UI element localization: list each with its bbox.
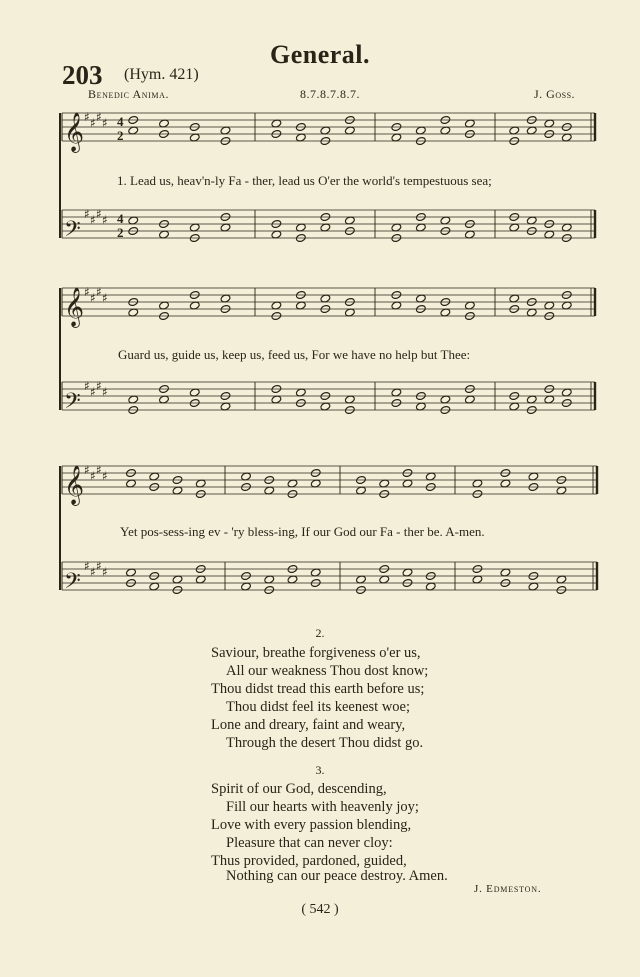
time-signature-top: 4 — [117, 114, 124, 129]
hymn-reference: (Hym. 421) — [124, 66, 199, 83]
sharp-icon: ♯ — [90, 469, 96, 483]
sharp-icon: ♯ — [84, 207, 90, 221]
verse-3-line-6: Nothing can our peace destroy. Amen. — [226, 868, 448, 884]
sharp-icon: ♯ — [96, 110, 102, 124]
verse-2-line-3: Thou didst tread this earth before us; — [211, 681, 425, 697]
sharp-icon: ♯ — [84, 463, 90, 477]
time-signature-bottom: 2 — [117, 225, 124, 240]
verse-2-line-6: Through the desert Thou didst go. — [226, 735, 424, 751]
time-signature-top: 4 — [117, 211, 124, 226]
verse-number-3: 3. — [315, 763, 325, 777]
sharp-icon: ♯ — [102, 469, 108, 483]
sharp-icon: ♯ — [96, 207, 102, 221]
verse-2-line-5: Lone and dreary, faint and weary, — [211, 717, 406, 733]
sharp-icon: ♯ — [90, 213, 96, 227]
treble-clef-icon: 𝄞 — [64, 287, 85, 327]
sharp-icon: ♯ — [96, 559, 102, 573]
sharp-icon: ♯ — [90, 291, 96, 305]
sharp-icon: ♯ — [84, 379, 90, 393]
verse-3-line-1: Spirit of our God, descending, — [211, 781, 387, 797]
sharp-icon: ♯ — [102, 385, 108, 399]
sharp-icon: ♯ — [84, 285, 90, 299]
verse-number-2: 2. — [315, 626, 325, 640]
verse-2-line-2: All our weakness Thou dost know; — [226, 663, 429, 679]
lyric-line-1: 1. Lead us, heav'n-ly Fa - ther, lead us O'er the world's tempestuous sea; — [117, 173, 492, 188]
bass-clef-icon: 𝄢 — [64, 217, 81, 247]
verse-2-line-1: Saviour, breathe forgiveness o'er us, — [211, 645, 421, 661]
treble-clef-icon: 𝄞 — [64, 465, 85, 505]
sharp-icon: ♯ — [90, 116, 96, 130]
sharp-icon: ♯ — [96, 463, 102, 477]
sharp-icon: ♯ — [96, 379, 102, 393]
page-number: ( 542 ) — [301, 902, 339, 917]
composer: J. Goss. — [534, 87, 576, 101]
lyric-line-3: Yet pos-sess-ing ev - 'ry bless-ing, If our God our Fa - ther be. A-men. — [120, 524, 485, 539]
bass-clef-icon: 𝄢 — [64, 569, 81, 599]
author: J. Edmeston. — [474, 883, 542, 895]
verse-3-line-3: Love with every passion blending, — [211, 817, 412, 833]
sharp-icon: ♯ — [102, 213, 108, 227]
section-title: General. — [269, 40, 371, 69]
lyric-line-2: Guard us, guide us, keep us, feed us, For we have no help but Thee: — [118, 347, 471, 362]
sharp-icon: ♯ — [102, 565, 108, 579]
tune-name: Benedic Anima. — [88, 87, 170, 101]
treble-clef-icon: 𝄞 — [64, 112, 85, 152]
sharp-icon: ♯ — [90, 385, 96, 399]
hymn-number: 203 — [62, 60, 103, 90]
verse-3-line-5: Thus provided, pardoned, guided, — [211, 853, 407, 869]
bass-clef-icon: 𝄢 — [64, 389, 81, 419]
sharp-icon: ♯ — [84, 559, 90, 573]
sharp-icon: ♯ — [90, 565, 96, 579]
sharp-icon: ♯ — [102, 291, 108, 305]
verse-3-line-4: Pleasure that can never cloy: — [226, 835, 393, 851]
sharp-icon: ♯ — [96, 285, 102, 299]
sharp-icon: ♯ — [102, 116, 108, 130]
sharp-icon: ♯ — [84, 110, 90, 124]
verse-2-line-4: Thou didst feel its keenest woe; — [226, 699, 411, 715]
meter: 8.7.8.7.8.7. — [300, 87, 360, 101]
verse-3-line-2: Fill our hearts with heavenly joy; — [226, 799, 419, 815]
time-signature-bottom: 2 — [117, 128, 124, 143]
